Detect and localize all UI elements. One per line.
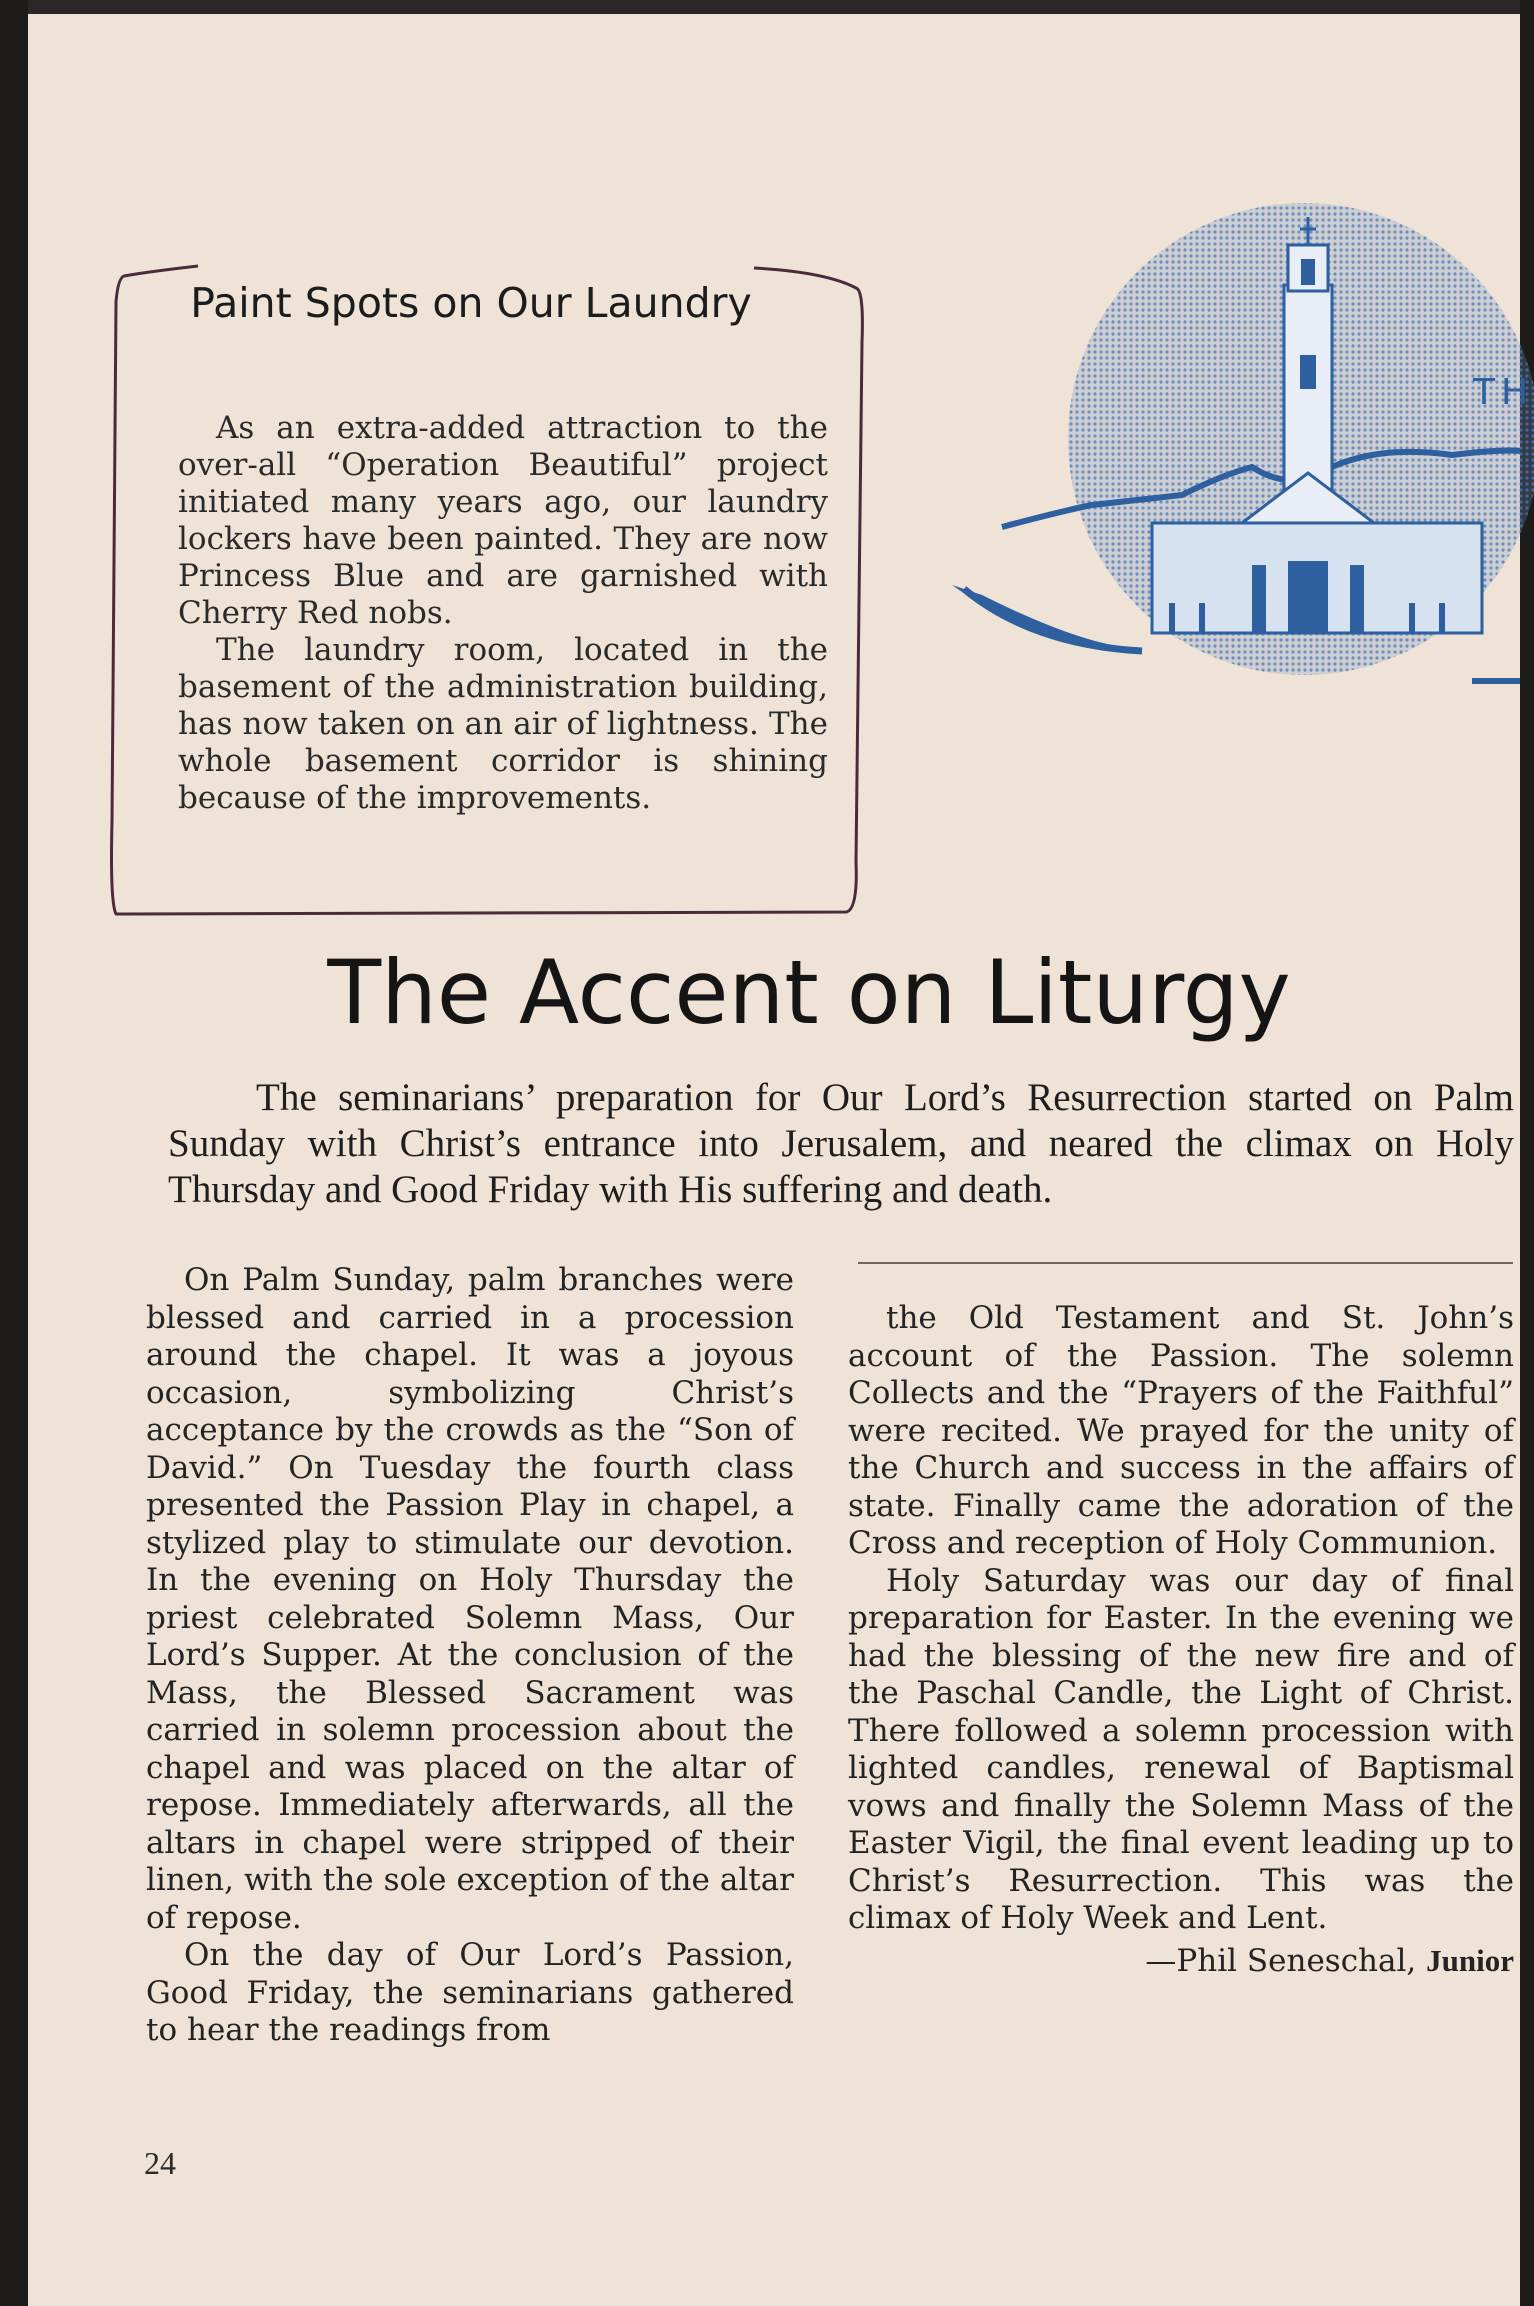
body-paragraph: Holy Saturday was our day of final preparation for Easter. In the evening we had the blessing of the new fire and of the Paschal Candle, the Light of Christ. There followed a solemn procession with lighted candles, renewal of Baptismal vows and finally the Solemn Mass of the Easter Vigil, the final event leading up to Christ’s Resurrection. This was the climax of Holy Week and Lent.	[848, 1562, 1514, 1936]
article-byline	[848, 1942, 1514, 1981]
page-number: 24	[144, 2145, 176, 2181]
article-lead	[168, 1075, 1514, 1213]
sidebar-paragraph: As an extra-added attraction to the over-all “Operation Beautiful” project initiated many years ago, our laundry lockers have been painted. They are now Princess Blue and are garnished with Cherry Red nobs.	[178, 410, 828, 631]
column-divider-rule	[858, 1262, 1513, 1264]
body-paragraph: On the day of Our Lord’s Passion, Good Friday, the seminarians gathered to hear the readings from	[146, 1937, 794, 2048]
byline-class: Junior	[1426, 1942, 1514, 1978]
sidebar-paragraph: The laundry room, located in the basement of the administration building, has now taken on an air of lightness. The whole basement corridor is shining because of the improvements.	[178, 632, 828, 816]
article-right-column	[848, 1300, 1514, 1980]
sidebar-article-title: Paint Spots on Our Laundry	[190, 279, 752, 327]
sidebar-article-box	[86, 262, 886, 922]
sidebar-article-body	[178, 410, 828, 817]
magazine-page	[28, 0, 1534, 2306]
body-paragraph: On Palm Sunday, palm branches were blessed and carried in a procession around the chapel. It was a joyous occasion, symbolizing Christ’s acceptance by the crowds as the “Son of David.” On Tuesday the fourth class presented the Passion Play in chapel, a stylized play to stimulate our devotion. In the evening on Holy Thursday the priest celebrated Solemn Mass, Our Lord’s Supper. At the conclusion of the Mass, the Blessed Sacrament was carried in solemn procession about the chapel and was placed on the altar of repose. Immediately afterwards, all the altars in chapel were stripped of their linen, with the sole exception of the altar of repose.	[146, 1262, 794, 1936]
seminary-church-emblem-icon	[912, 205, 1520, 725]
lead-paragraph: The seminarians’ preparation for Our Lord’s Resurrection started on Palm Sunday with Christ’s entrance into Jerusalem, and neared the climax on Holy Thursday and Good Friday with His suffering and death.	[168, 1076, 1514, 1211]
body-paragraph: the Old Testament and St. John’s account of the Passion. The solemn Collects and the “Prayers of the Faithful” were recited. We prayed for the unity of the Church and success in the affairs of state. Finally came the adoration of the Cross and reception of Holy Communion.	[848, 1300, 1514, 1561]
article-headline: The Accent on Liturgy	[327, 941, 1291, 1044]
emblem-label: TH	[1473, 372, 1534, 413]
byline-name: —Phil Seneschal,	[1145, 1942, 1417, 1979]
page-top-edge	[28, 0, 1520, 14]
article-left-column	[146, 1262, 794, 2050]
